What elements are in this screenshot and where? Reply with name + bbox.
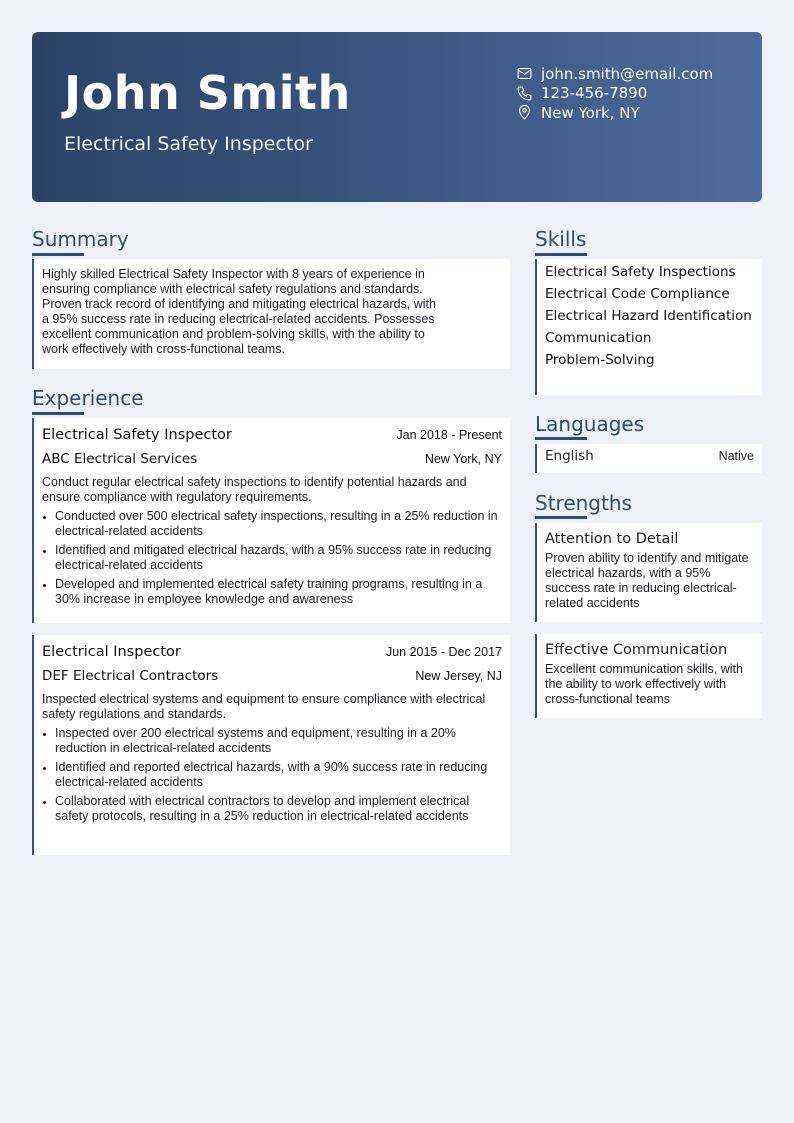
job-bullet: Identified and reported electrical hazards, with a 90% success rate in reducing electrical-related accidents [42,760,502,790]
job-header [42,644,502,660]
language-row [545,448,754,464]
strength-title: Attention to Detail [545,531,679,547]
experience-underline [32,412,84,415]
job-description: Inspected electrical systems and equipment to ensure compliance with electrical safety regulations and standards. [42,692,486,721]
job-bullet: Conducted over 500 electrical safety inspections, resulting in a 25% reduction in electrical-related accidents [42,509,502,539]
candidate-title: Electrical Safety Inspector [64,133,313,155]
job-description: Conduct regular electrical safety inspections to identify potential hazards and ensure compliance with regulatory requirements. [42,475,467,504]
job-title: Electrical Inspector [42,644,181,660]
languages-underline [535,437,587,440]
contact-phone[interactable] [516,84,713,104]
map-pin-icon [516,104,533,121]
language-name: English [545,448,594,464]
candidate-name: John Smith [64,66,351,120]
summary-heading: Summary [32,227,129,251]
job-subheader [42,668,502,684]
strengths-underline [535,516,587,519]
contact-location [516,103,713,123]
languages-card [535,444,762,473]
job-bullet: Identified and mitigated electrical hazards, with a 95% success rate in reducing electrical-related accidents [42,543,502,573]
job-header [42,427,502,443]
job-bullets [42,509,502,607]
email-text[interactable]: john.smith@email.com [541,64,714,83]
envelope-icon [516,65,533,82]
skills-heading: Skills [535,227,587,251]
resume-header [32,32,762,202]
job-dates: Jan 2018 - Present [396,428,502,442]
job-bullet: Collaborated with electrical contractors to develop and implement electrical safety protocols, resulting in a 25% reduction in electrical-related accidents [42,794,502,824]
strength-description: Proven ability to identify and mitigate electrical hazards, with a 95% success rate in reducing electrical-related accidents [545,551,749,610]
location-text: New York, NY [541,103,640,122]
experience-entry [32,418,510,623]
contact-email[interactable] [516,64,713,84]
job-dates: Jun 2015 - Dec 2017 [385,645,502,659]
skill-item: Electrical Safety Inspections [545,264,736,280]
languages-heading: Languages [535,412,645,436]
strength-description: Excellent communication skills, with the ability to work effectively with cross-functional teams [545,662,743,706]
phone-text[interactable]: 123-456-7890 [541,84,648,103]
job-bullet: Developed and implemented electrical safety training programs, resulting in a 30% increase in employee knowledge and awareness [42,577,502,607]
summary-line: a 95% success rate in reducing electrical-related accidents. Possesses [42,312,435,326]
skill-item: Problem-Solving [545,352,655,368]
summary-line: work effectively with cross-functional teams. [42,342,285,356]
skills-card [535,259,762,395]
language-level: Native [718,449,754,463]
skill-item: Communication [545,330,652,346]
strength-title: Effective Communication [545,642,728,658]
strengths-heading: Strengths [535,491,632,515]
strength-card [535,634,762,718]
job-company: DEF Electrical Contractors [42,668,219,684]
skills-underline [535,253,587,256]
phone-icon [516,85,533,102]
summary-line: ensuring compliance with electrical safety regulations and standards. [42,282,423,296]
job-subheader [42,451,502,467]
job-bullets [42,726,502,824]
experience-entry [32,635,510,855]
summary-line: Highly skilled Electrical Safety Inspector with 8 years of experience in [42,267,425,281]
job-title: Electrical Safety Inspector [42,427,232,443]
summary-text [42,267,502,357]
summary-underline [32,253,84,256]
skill-item: Electrical Hazard Identification [545,308,752,324]
experience-heading: Experience [32,386,144,410]
summary-line: Proven track record of identifying and mitigating electrical hazards, with [42,297,436,311]
job-location: New Jersey, NJ [415,669,502,683]
strength-card [535,523,762,622]
summary-line: excellent communication and problem-solving skills, with the ability to [42,327,425,341]
job-bullet: Inspected over 200 electrical systems and equipment, resulting in a 20% reduction in electrical-related accidents [42,726,502,756]
skill-item: Electrical Code Compliance [545,286,730,302]
contact-block [516,64,713,123]
job-company: ABC Electrical Services [42,451,198,467]
job-location: New York, NY [424,452,502,466]
